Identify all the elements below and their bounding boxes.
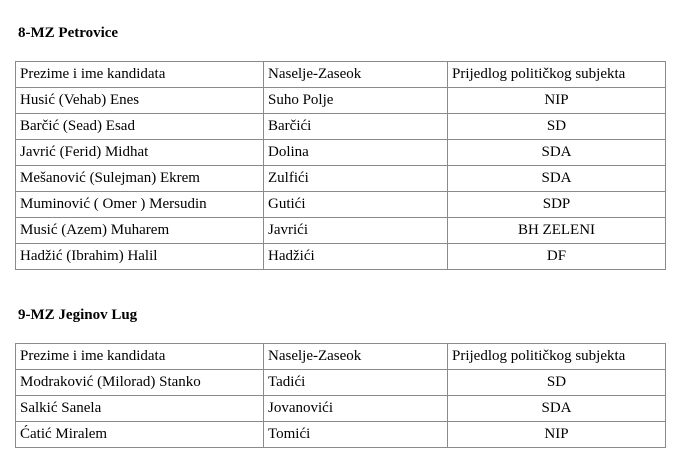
settlement: Zulfići	[264, 166, 448, 192]
header-party-proposal: Prijedlog političkog subjekta	[448, 344, 666, 370]
header-settlement: Naselje-Zaseok	[264, 344, 448, 370]
section-title-jeginov-lug: 9-MZ Jeginov Lug	[18, 307, 138, 323]
candidate-name: Mešanović (Sulejman) Ekrem	[16, 166, 264, 192]
candidate-name: Barčić (Sead) Esad	[16, 114, 264, 140]
table-row	[16, 370, 666, 396]
table-row	[16, 114, 666, 140]
table-row	[16, 218, 666, 244]
candidate-name: Salkić Sanela	[16, 396, 264, 422]
table-row	[16, 422, 666, 448]
header-settlement: Naselje-Zaseok	[264, 62, 448, 88]
candidates-table-petrovice	[15, 61, 666, 270]
party: SDP	[448, 192, 666, 218]
table-header-row	[16, 62, 666, 88]
candidate-name: Musić (Azem) Muharem	[16, 218, 264, 244]
table-row	[16, 244, 666, 270]
table-row	[16, 88, 666, 114]
settlement: Barčići	[264, 114, 448, 140]
party: DF	[448, 244, 666, 270]
settlement: Tomići	[264, 422, 448, 448]
candidate-name: Modraković (Milorad) Stanko	[16, 370, 264, 396]
candidate-name: Ćatić Miralem	[16, 422, 264, 448]
table-row	[16, 192, 666, 218]
section-title-petrovice: 8-MZ Petrovice	[18, 25, 119, 41]
settlement: Suho Polje	[264, 88, 448, 114]
party: SDA	[448, 396, 666, 422]
party: SDA	[448, 140, 666, 166]
header-candidate-name: Prezime i ime kandidata	[16, 344, 264, 370]
party: NIP	[448, 422, 666, 448]
header-candidate-name: Prezime i ime kandidata	[16, 62, 264, 88]
table-row	[16, 396, 666, 422]
candidates-table-jeginov-lug	[15, 343, 666, 448]
party: SD	[448, 114, 666, 140]
table-row	[16, 166, 666, 192]
settlement: Gutići	[264, 192, 448, 218]
candidate-name: Husić (Vehab) Enes	[16, 88, 264, 114]
settlement: Dolina	[264, 140, 448, 166]
table-row	[16, 140, 666, 166]
candidate-name: Hadžić (Ibrahim) Halil	[16, 244, 264, 270]
settlement: Jovanovići	[264, 396, 448, 422]
party: BH ZELENI	[448, 218, 666, 244]
header-party-proposal: Prijedlog političkog subjekta	[448, 62, 666, 88]
settlement: Tadići	[264, 370, 448, 396]
candidate-name: Muminović ( Omer ) Mersudin	[16, 192, 264, 218]
party: SDA	[448, 166, 666, 192]
settlement: Hadžići	[264, 244, 448, 270]
party: NIP	[448, 88, 666, 114]
party: SD	[448, 370, 666, 396]
candidate-name: Javrić (Ferid) Midhat	[16, 140, 264, 166]
settlement: Javrići	[264, 218, 448, 244]
table-header-row	[16, 344, 666, 370]
